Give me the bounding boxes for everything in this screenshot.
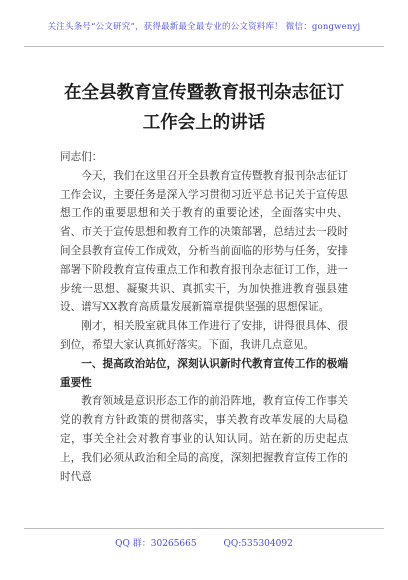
paragraph-intro: 今天，我们在这里召开全县教育宣传暨教育报刊杂志征订工作会议，主要任务是深入学习贯彻习近平总书记关于宣传思想工作的重要思想和关于教育的重要论述，全面落实中央、省、市关于宣传思想和教育工作的决策部署，总结过去一段时间全县教育宣传工作成效，分析当前面临的形势与任务，安排部署下阶段教育宣传重点工作和教育报刊杂志征订工作，进一步统一思想、凝聚共识、真抓实干，为加快推进教育强县建设、谱写XX教育高质量发展新篇章提供坚强的思想保证。 — [60, 169, 348, 314]
header-rule — [24, 46, 384, 47]
header-note: 关注头条号“公文研究”，获得最新最全最专业的公文资料库！ 微信：gongwenyj — [47, 22, 361, 32]
title-line-2: 工作会上的讲话 — [142, 113, 266, 133]
document-body — [60, 148, 348, 486]
section-heading-1: 一、提高政治站位，深刻认识新时代教育宣传工作的极端重要性 — [60, 357, 348, 389]
paragraph-transition: 刚才，相关股室就具体工作进行了安排，讲得很具体、很到位，希望大家认真抓好落实。下面，我讲几点意见。 — [60, 320, 348, 351]
document-title — [0, 78, 408, 138]
footer-qq-group: QQ 群：30265665 — [115, 539, 197, 549]
footer — [0, 536, 408, 549]
salutation: 同志们： — [60, 151, 103, 163]
paragraph-section-1: 教育领域是意识形态工作的前沿阵地，教育宣传工作事关党的教育方针政策的贯彻落实，事关教育改革发展的大局稳定，事关全社会对教育事业的认知认同。站在新的历史起点上，我们必须从政治和全局的高度，深刻把握教育宣传工作的时代意 — [60, 395, 348, 483]
footer-rule — [24, 528, 384, 529]
title-line-1: 在全县教育宣传暨教育报刊杂志征订 — [64, 83, 344, 103]
footer-qq: QQ:535304092 — [223, 539, 293, 549]
